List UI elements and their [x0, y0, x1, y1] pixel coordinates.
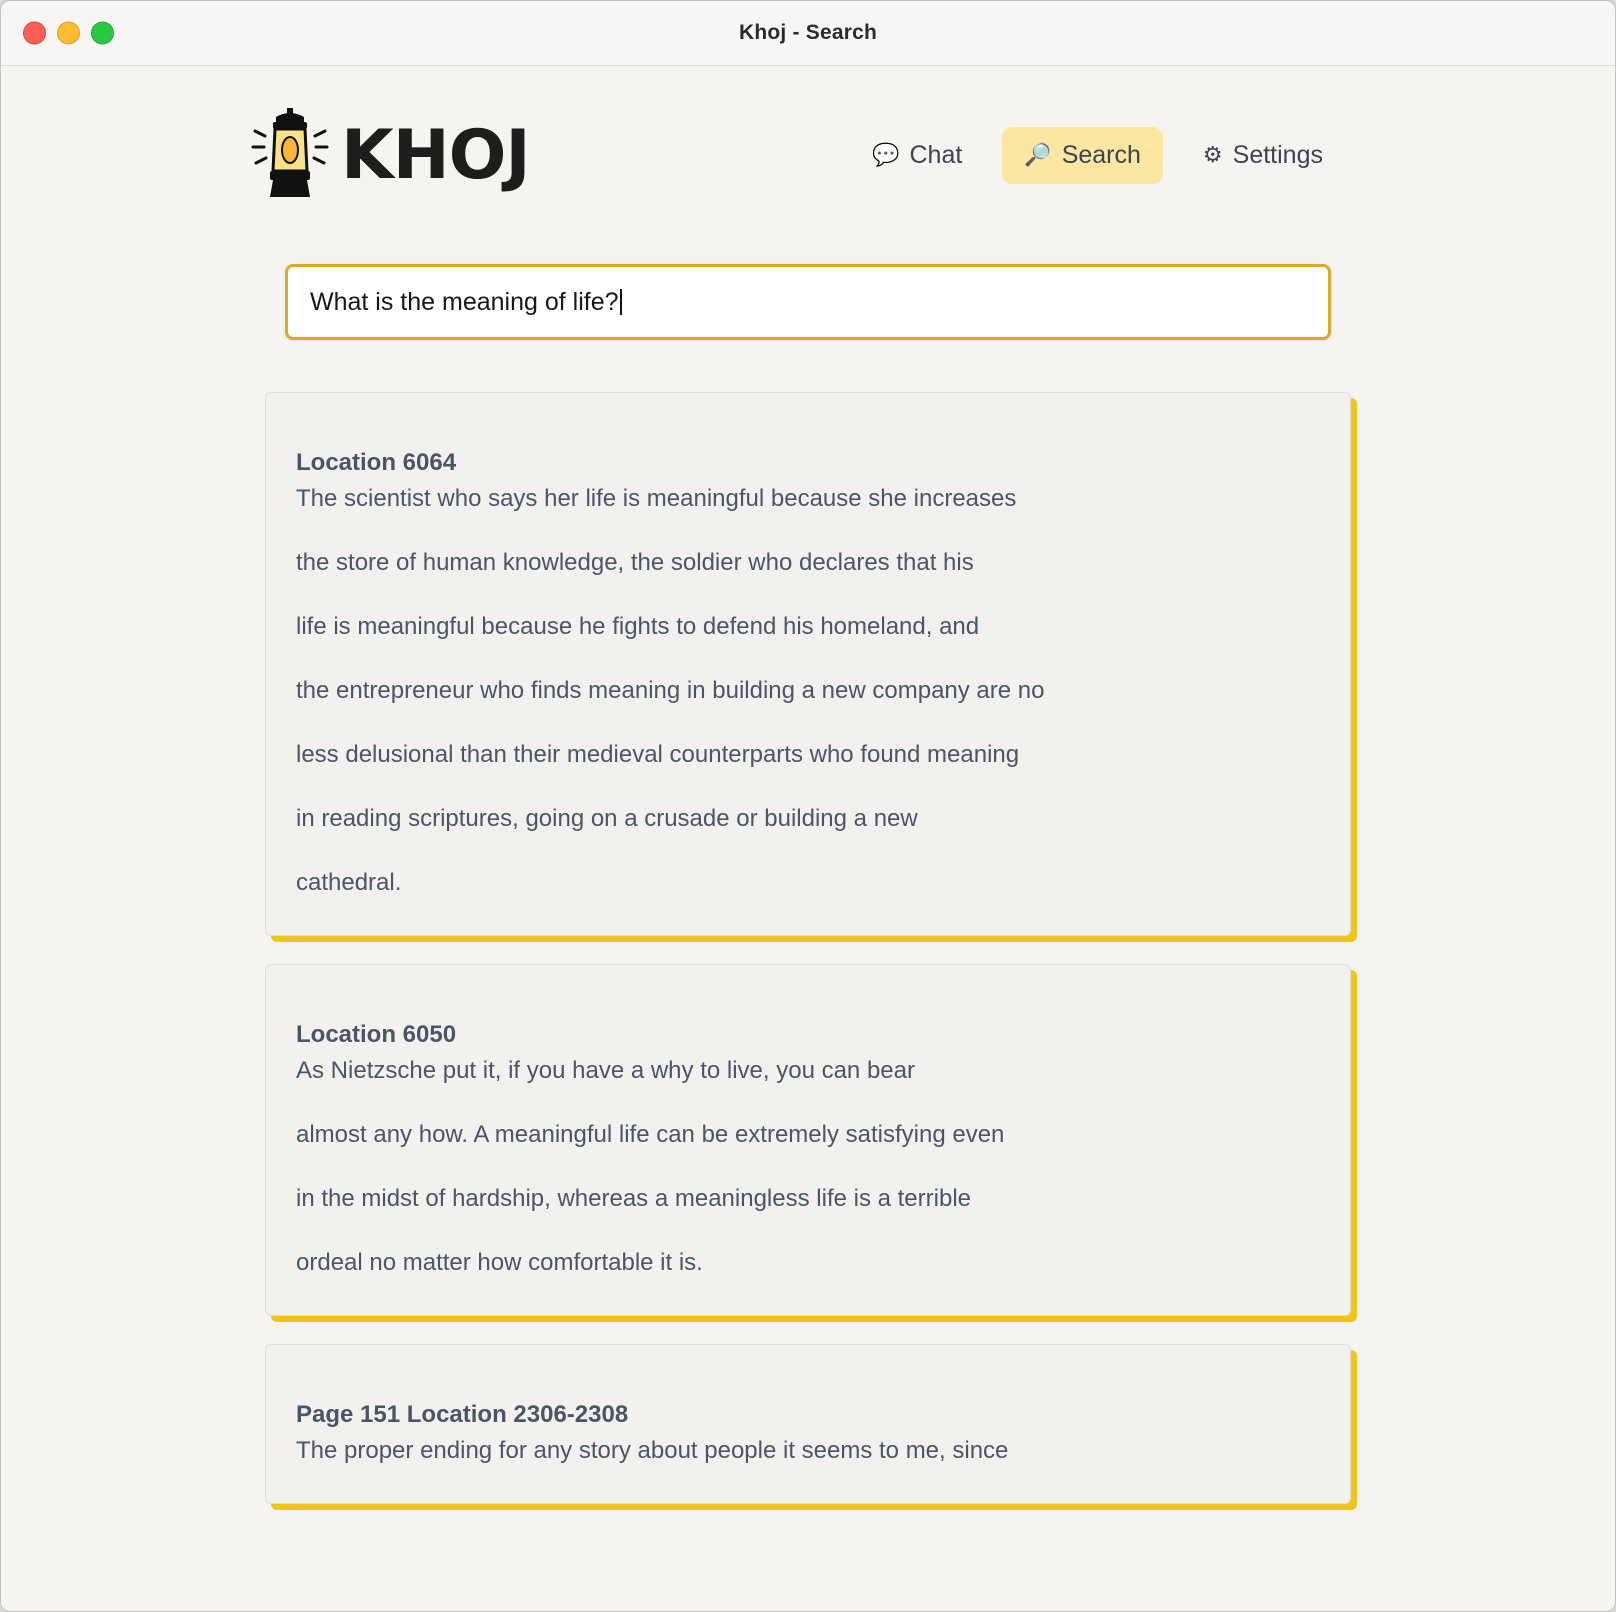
result-line: less delusional than their medieval counterparts who found meaning	[296, 741, 1020, 768]
minimize-window-button[interactable]	[57, 22, 80, 45]
result-line: life is meaningful because he fights to defend his homeland, and	[296, 613, 980, 640]
result-line: As Nietzsche put it, if you have a why to live, you can bear	[296, 1057, 915, 1084]
result-line: the store of human knowledge, the soldier who declares that his	[296, 549, 974, 576]
window-controls	[23, 22, 114, 45]
nav-item-search[interactable]	[1002, 127, 1163, 184]
result-title: Location 6064	[296, 449, 457, 476]
brand-wordmark: KHOJ	[341, 115, 530, 195]
result-line: cathedral.	[296, 869, 402, 896]
window-title: Khoj - Search	[739, 21, 877, 44]
main-nav	[850, 127, 1345, 184]
search-results	[265, 392, 1351, 1504]
search-input-value: What is the meaning of life?	[310, 287, 619, 316]
title-bar	[1, 1, 1615, 66]
result-line: almost any how. A meaningful life can be extremely satisfying even	[296, 1121, 1005, 1148]
chat-bubble-icon: 💬	[872, 142, 900, 167]
result-line: The proper ending for any story about people it seems to me, since	[296, 1437, 1009, 1464]
result-line: ordeal no matter how comfortable it is.	[296, 1249, 703, 1276]
brand-logo	[247, 105, 530, 205]
search-input[interactable]	[285, 264, 1331, 340]
lantern-icon	[247, 105, 333, 205]
result-title: Page 151 Location 2306-2308	[296, 1401, 629, 1428]
result-line: The scientist who says her life is meaningful because she increases	[296, 485, 1017, 512]
result-line: the entrepreneur who finds meaning in building a new company are no	[296, 677, 1045, 704]
nav-item-chat-label: Chat	[909, 140, 963, 169]
result-line: in the midst of hardship, whereas a meaningless life is a terrible	[296, 1185, 971, 1212]
text-caret	[620, 289, 622, 315]
nav-item-search-label: Search	[1061, 140, 1141, 169]
maximize-window-button[interactable]	[91, 22, 114, 45]
magnifier-icon: 🔎	[1024, 142, 1052, 167]
result-card[interactable]	[265, 1344, 1351, 1504]
search-section	[1, 264, 1615, 340]
nav-item-chat[interactable]	[850, 127, 984, 184]
result-line: in reading scriptures, going on a crusade or building a new	[296, 805, 918, 832]
result-card[interactable]	[265, 392, 1351, 936]
result-card[interactable]	[265, 964, 1351, 1316]
app-header	[1, 66, 1615, 216]
nav-item-settings-label: Settings	[1232, 140, 1323, 169]
nav-item-settings[interactable]	[1181, 127, 1345, 184]
app-content	[1, 66, 1615, 1612]
gear-icon: ⚙	[1202, 142, 1223, 167]
close-window-button[interactable]	[23, 22, 46, 45]
result-title: Location 6050	[296, 1021, 457, 1048]
